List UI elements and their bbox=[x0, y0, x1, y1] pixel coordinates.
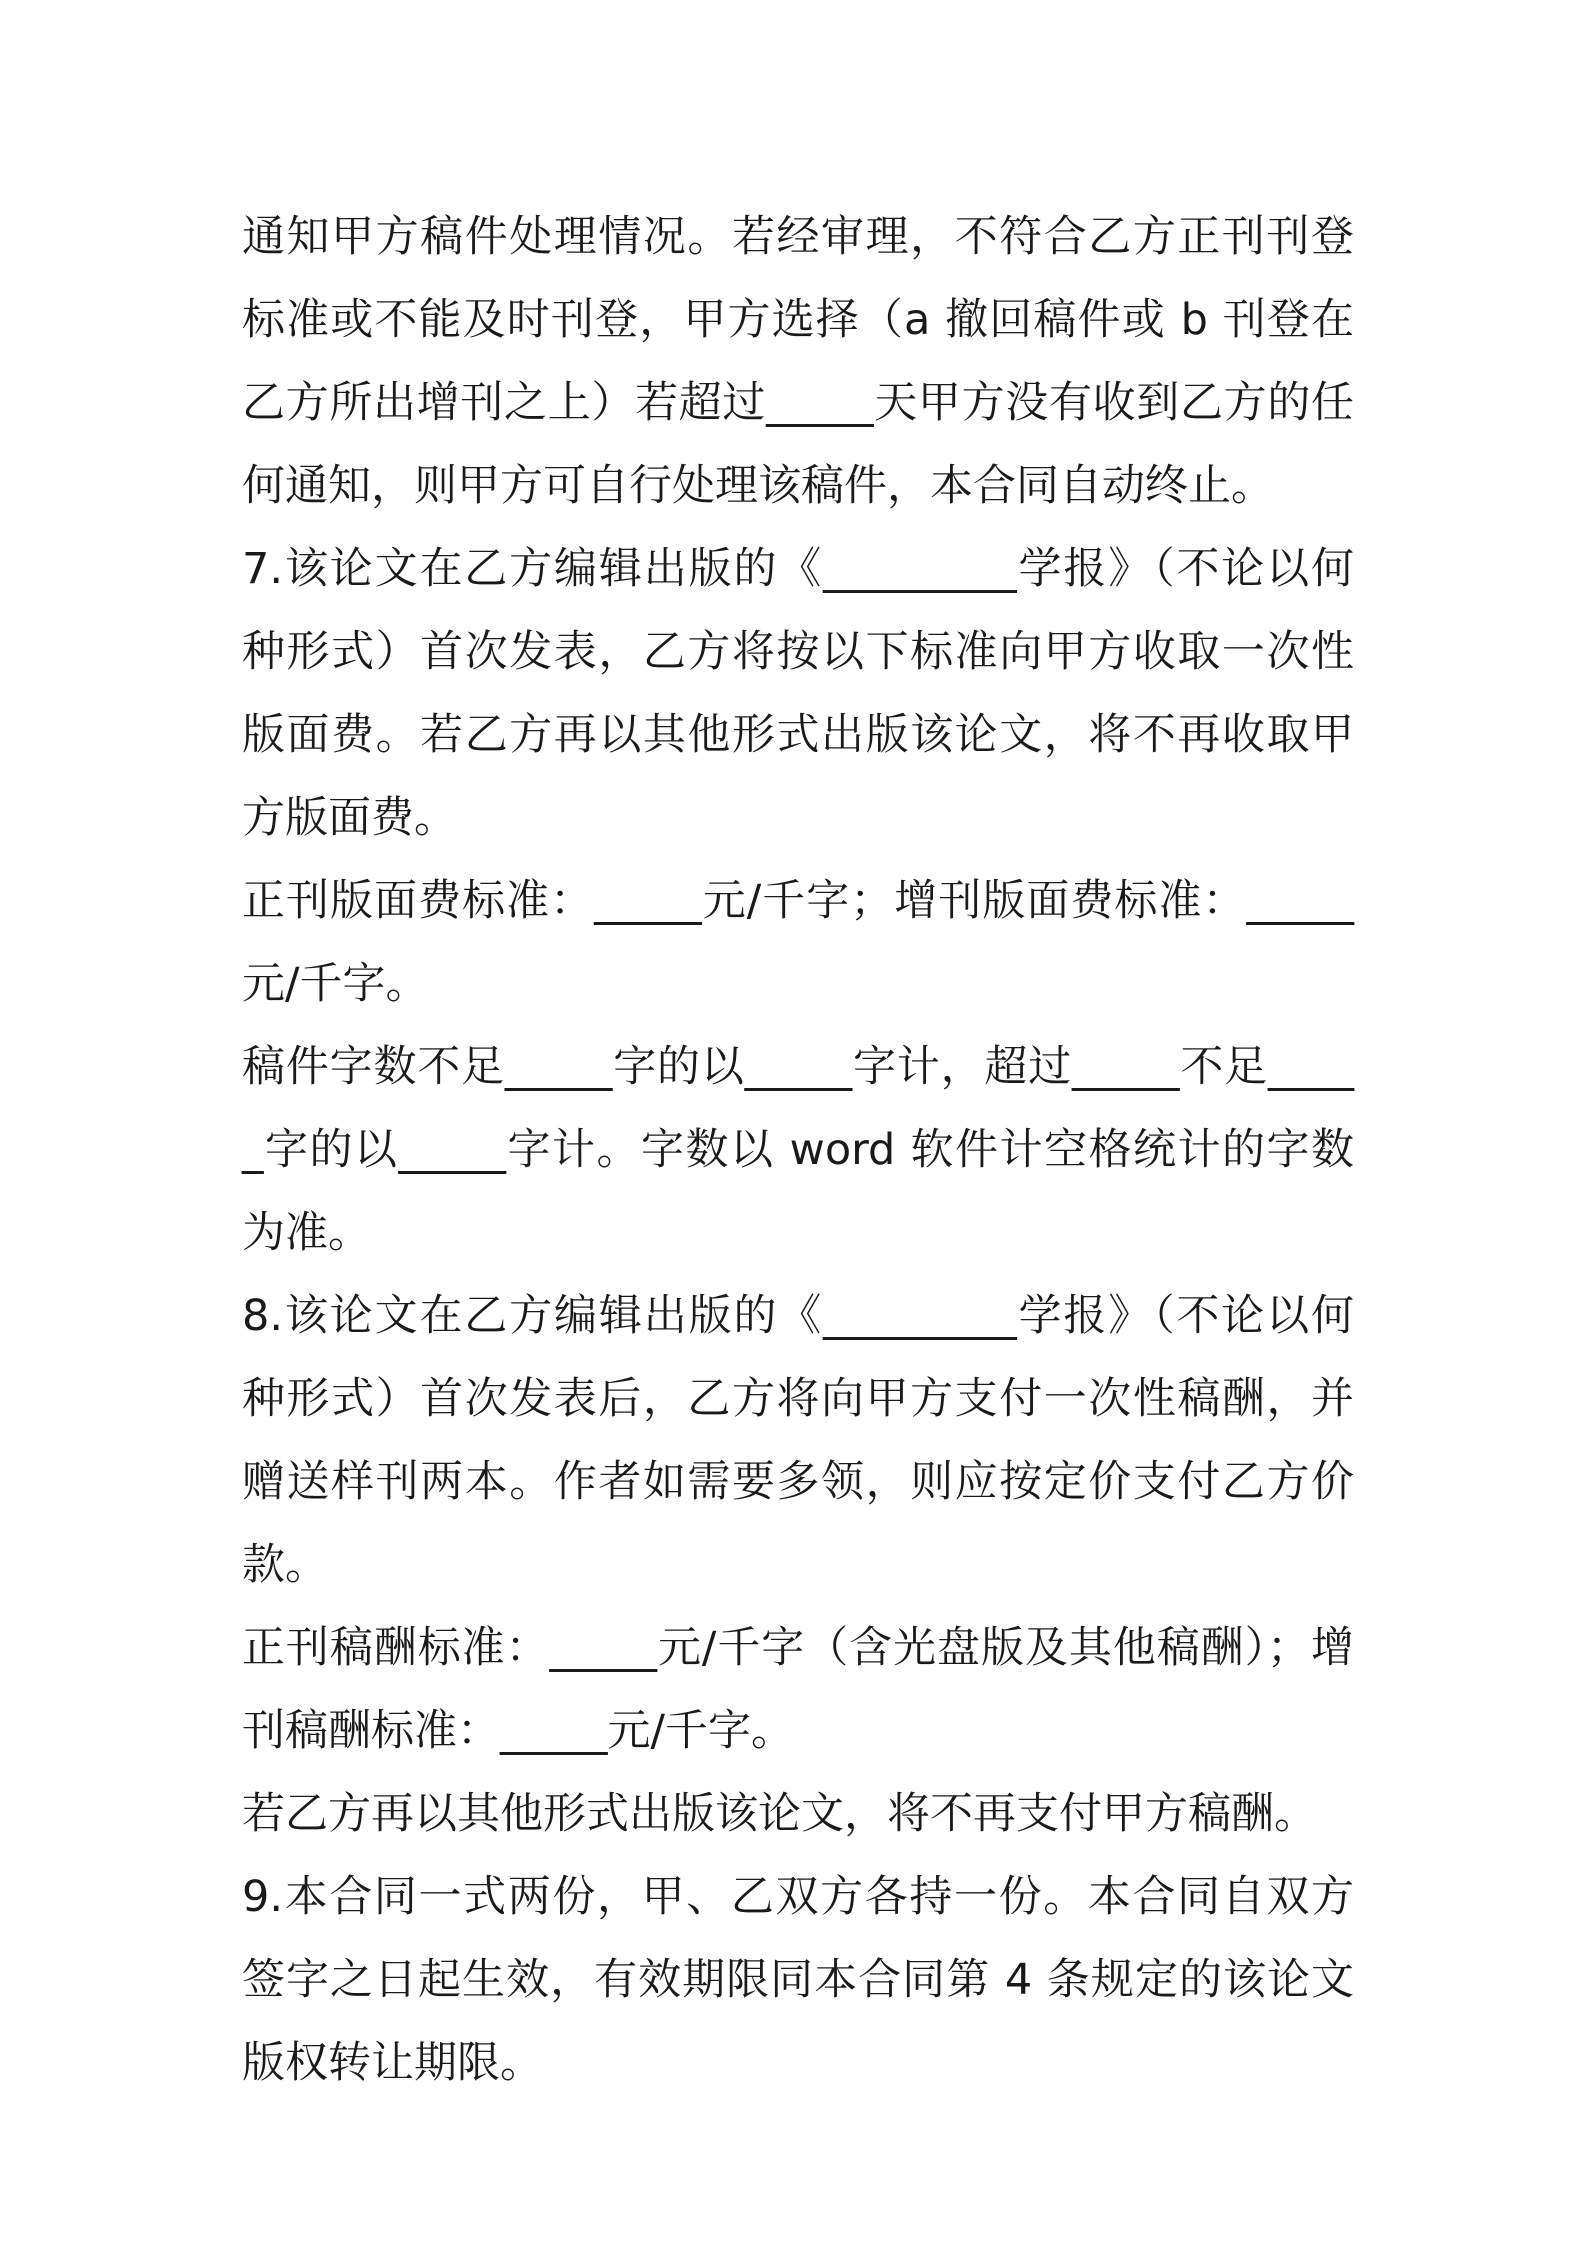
paragraph-no-further-royalty: 若乙方再以其他形式出版该论文，将不再支付甲方稿酬。 bbox=[242, 1789, 1317, 1839]
paragraph-clause-9: 9.本合同一式两份，甲、乙双方各持一份。本合同自双方签字之日起生效，有效期限同本合同第 4 条规定的该论文版权转让期限。 bbox=[242, 1872, 1354, 2088]
paragraph-word-count-rule: 稿件字数不足_____字的以_____字计，超过_____不足_____字的以_____字计。字数以 word 软件计空格统计的字数为准。 bbox=[242, 1042, 1354, 1258]
paragraph-clause-7: 7.该论文在乙方编辑出版的《_________学报》（不论以何种形式）首次发表，乙方将按以下标准向甲方收取一次性版面费。若乙方再以其他形式出版该论文，将不再收取甲方版面费。 bbox=[242, 544, 1354, 843]
paragraph-clause-8: 8.该论文在乙方编辑出版的《_________学报》（不论以何种形式）首次发表后，乙方将向甲方支付一次性稿酬，并赠送样刊两本。作者如需要多领，则应按定价支付乙方价款。 bbox=[242, 1291, 1354, 1590]
paragraph-page-fee-standard: 正刊版面费标准：_____元/千字；增刊版面费标准：_____元/千字。 bbox=[242, 876, 1354, 1009]
contract-body bbox=[242, 196, 1354, 2105]
paragraph-notice-termination: 通知甲方稿件处理情况。若经审理，不符合乙方正刊刊登标准或不能及时刊登，甲方选择（a 撤回稿件或 b 刊登在乙方所出增刊之上）若超过_____天甲方没有收到乙方的任何通知，则甲方可自行处理该稿件，本合同自动终止。 bbox=[242, 212, 1354, 511]
paragraph-royalty-standard: 正刊稿酬标准：_____元/千字（含光盘版及其他稿酬）；增刊稿酬标准：_____元/千字。 bbox=[242, 1623, 1354, 1756]
